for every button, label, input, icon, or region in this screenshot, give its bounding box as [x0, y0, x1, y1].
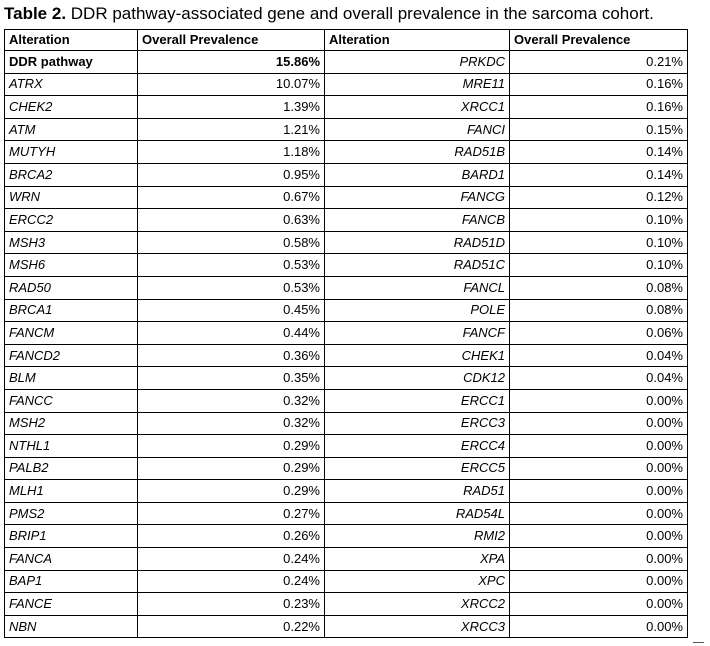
alteration-cell-right: CHEK1	[325, 344, 510, 367]
prevalence-cell-left: 0.27%	[138, 502, 325, 525]
table-row	[5, 51, 688, 74]
alteration-cell-left: BRCA1	[5, 299, 138, 322]
prevalence-cell-right: 0.16%	[510, 96, 688, 119]
table-row	[5, 502, 688, 525]
alteration-cell-right: PRKDC	[325, 51, 510, 74]
alteration-cell-right: ERCC1	[325, 389, 510, 412]
prevalence-cell-right: 0.16%	[510, 73, 688, 96]
alteration-cell-right: FANCF	[325, 322, 510, 345]
alteration-cell-left: DDR pathway	[5, 51, 138, 74]
alteration-cell-right: POLE	[325, 299, 510, 322]
prevalence-cell-left: 1.18%	[138, 141, 325, 164]
prevalence-cell-right: 0.00%	[510, 389, 688, 412]
alteration-cell-left: MSH2	[5, 412, 138, 435]
alteration-cell-left: RAD50	[5, 276, 138, 299]
table-row	[5, 435, 688, 458]
alteration-cell-left: FANCD2	[5, 344, 138, 367]
alteration-cell-left: ATM	[5, 118, 138, 141]
alteration-cell-left: MUTYH	[5, 141, 138, 164]
prevalence-cell-left: 1.21%	[138, 118, 325, 141]
table-row	[5, 548, 688, 571]
prevalence-cell-right: 0.00%	[510, 502, 688, 525]
table-row	[5, 322, 688, 345]
header-prevalence-right: Overall Prevalence	[510, 30, 688, 51]
table-row	[5, 480, 688, 503]
alteration-cell-right: RAD51C	[325, 254, 510, 277]
prevalence-cell-left: 0.67%	[138, 186, 325, 209]
alteration-cell-right: FANCI	[325, 118, 510, 141]
alteration-cell-right: FANCG	[325, 186, 510, 209]
alteration-cell-right: RAD54L	[325, 502, 510, 525]
prevalence-cell-left: 10.07%	[138, 73, 325, 96]
table-row	[5, 525, 688, 548]
prevalence-cell-left: 0.36%	[138, 344, 325, 367]
alteration-cell-left: WRN	[5, 186, 138, 209]
prevalence-cell-left: 0.29%	[138, 457, 325, 480]
table-caption	[4, 3, 654, 25]
table-row	[5, 96, 688, 119]
prevalence-cell-left: 0.32%	[138, 389, 325, 412]
prevalence-cell-left: 15.86%	[138, 51, 325, 74]
table-row	[5, 570, 688, 593]
alteration-cell-right: RAD51B	[325, 141, 510, 164]
alteration-cell-right: ERCC3	[325, 412, 510, 435]
prevalence-cell-right: 0.21%	[510, 51, 688, 74]
prevalence-cell-right: 0.04%	[510, 367, 688, 390]
prevalence-cell-right: 0.14%	[510, 141, 688, 164]
page-edge-mark	[693, 642, 704, 643]
alteration-cell-left: MLH1	[5, 480, 138, 503]
prevalence-cell-right: 0.00%	[510, 435, 688, 458]
alteration-cell-left: ERCC2	[5, 209, 138, 232]
header-prevalence-left: Overall Prevalence	[138, 30, 325, 51]
alteration-cell-left: FANCM	[5, 322, 138, 345]
prevalence-cell-left: 0.45%	[138, 299, 325, 322]
alteration-cell-right: RAD51	[325, 480, 510, 503]
prevalence-cell-right: 0.00%	[510, 593, 688, 616]
alteration-cell-left: CHEK2	[5, 96, 138, 119]
table-row	[5, 367, 688, 390]
table-row	[5, 344, 688, 367]
table-row	[5, 457, 688, 480]
table-row	[5, 73, 688, 96]
prevalence-cell-left: 0.29%	[138, 435, 325, 458]
alteration-cell-left: FANCA	[5, 548, 138, 571]
prevalence-cell-right: 0.08%	[510, 299, 688, 322]
prevalence-cell-left: 0.63%	[138, 209, 325, 232]
alteration-cell-right: XRCC2	[325, 593, 510, 616]
alteration-cell-left: FANCE	[5, 593, 138, 616]
prevalence-cell-right: 0.15%	[510, 118, 688, 141]
prevalence-cell-right: 0.00%	[510, 412, 688, 435]
table-row	[5, 118, 688, 141]
alteration-cell-right: XPA	[325, 548, 510, 571]
prevalence-cell-left: 0.24%	[138, 548, 325, 571]
alteration-cell-right: RMI2	[325, 525, 510, 548]
prevalence-cell-right: 0.04%	[510, 344, 688, 367]
table-row	[5, 412, 688, 435]
table-row	[5, 615, 688, 638]
alteration-cell-left: BRCA2	[5, 163, 138, 186]
alteration-cell-right: FANCB	[325, 209, 510, 232]
prevalence-cell-left: 0.35%	[138, 367, 325, 390]
table-row	[5, 163, 688, 186]
alteration-cell-right: XPC	[325, 570, 510, 593]
prevalence-cell-left: 0.95%	[138, 163, 325, 186]
table-row	[5, 141, 688, 164]
prevalence-cell-left: 0.32%	[138, 412, 325, 435]
prevalence-cell-left: 1.39%	[138, 96, 325, 119]
prevalence-cell-left: 0.53%	[138, 254, 325, 277]
table-caption-text: DDR pathway-associated gene and overall prevalence in the sarcoma cohort.	[66, 4, 654, 23]
alteration-cell-left: PMS2	[5, 502, 138, 525]
alteration-cell-right: BARD1	[325, 163, 510, 186]
alteration-cell-right: FANCL	[325, 276, 510, 299]
alteration-cell-right: MRE11	[325, 73, 510, 96]
header-alteration-left: Alteration	[5, 30, 138, 51]
table-row	[5, 231, 688, 254]
table-row	[5, 186, 688, 209]
prevalence-cell-right: 0.10%	[510, 254, 688, 277]
table-row	[5, 299, 688, 322]
alteration-cell-right: XRCC3	[325, 615, 510, 638]
prevalence-table	[4, 29, 688, 638]
alteration-cell-right: CDK12	[325, 367, 510, 390]
prevalence-cell-left: 0.22%	[138, 615, 325, 638]
prevalence-cell-right: 0.06%	[510, 322, 688, 345]
alteration-cell-left: NTHL1	[5, 435, 138, 458]
alteration-cell-right: ERCC5	[325, 457, 510, 480]
table-row	[5, 254, 688, 277]
alteration-cell-left: MSH6	[5, 254, 138, 277]
table-header-row	[5, 30, 688, 51]
prevalence-cell-right: 0.00%	[510, 480, 688, 503]
alteration-cell-left: ATRX	[5, 73, 138, 96]
alteration-cell-right: XRCC1	[325, 96, 510, 119]
prevalence-cell-right: 0.00%	[510, 548, 688, 571]
alteration-cell-left: BLM	[5, 367, 138, 390]
prevalence-cell-right: 0.14%	[510, 163, 688, 186]
prevalence-cell-right: 0.00%	[510, 457, 688, 480]
alteration-cell-left: PALB2	[5, 457, 138, 480]
prevalence-cell-right: 0.12%	[510, 186, 688, 209]
prevalence-cell-right: 0.00%	[510, 570, 688, 593]
prevalence-cell-right: 0.10%	[510, 209, 688, 232]
header-alteration-right: Alteration	[325, 30, 510, 51]
table-row	[5, 276, 688, 299]
prevalence-cell-left: 0.23%	[138, 593, 325, 616]
alteration-cell-left: NBN	[5, 615, 138, 638]
prevalence-cell-left: 0.26%	[138, 525, 325, 548]
alteration-cell-left: BAP1	[5, 570, 138, 593]
table-caption-label: Table 2.	[4, 4, 67, 23]
alteration-cell-right: ERCC4	[325, 435, 510, 458]
alteration-cell-right: RAD51D	[325, 231, 510, 254]
prevalence-cell-left: 0.24%	[138, 570, 325, 593]
prevalence-cell-right: 0.08%	[510, 276, 688, 299]
prevalence-cell-left: 0.58%	[138, 231, 325, 254]
prevalence-cell-left: 0.44%	[138, 322, 325, 345]
table-row	[5, 209, 688, 232]
table-body	[5, 51, 688, 638]
prevalence-cell-right: 0.10%	[510, 231, 688, 254]
table-row	[5, 389, 688, 412]
alteration-cell-left: MSH3	[5, 231, 138, 254]
prevalence-cell-right: 0.00%	[510, 525, 688, 548]
prevalence-cell-right: 0.00%	[510, 615, 688, 638]
alteration-cell-left: FANCC	[5, 389, 138, 412]
table-row	[5, 593, 688, 616]
prevalence-cell-left: 0.29%	[138, 480, 325, 503]
alteration-cell-left: BRIP1	[5, 525, 138, 548]
prevalence-cell-left: 0.53%	[138, 276, 325, 299]
